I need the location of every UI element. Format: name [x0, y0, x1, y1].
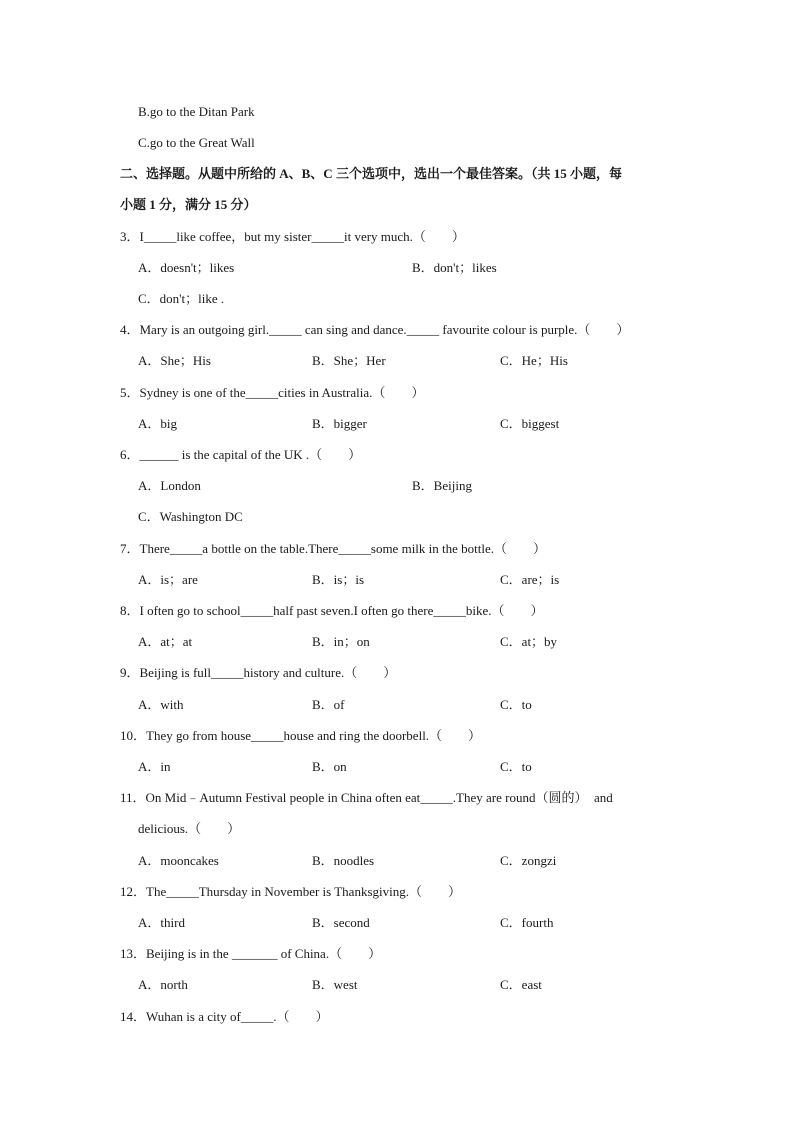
section-heading-line1: 二、选择题。从题中所给的 A、B、C 三个选项中，选出一个最佳答案。（共 15 小题，每: [120, 166, 622, 181]
option-c[interactable]: C．Washington DC: [138, 509, 243, 524]
question-stem: 12．The_____Thursday in November is Thanksgiving.（ ）: [120, 884, 461, 899]
question-stem: 9．Beijing is full_____history and culture.（ ）: [120, 665, 397, 680]
question-stem: 8．I often go to school_____half past seven.I often go there_____bike.（ ）: [120, 603, 544, 618]
question-stem: 7．There_____a bottle on the table.There_____some milk in the bottle.（ ）: [120, 541, 547, 556]
option-c[interactable]: C．at；by: [500, 634, 558, 649]
option-b[interactable]: B．Beijing: [412, 478, 472, 493]
question-stem: 3．I_____like coffee，but my sister_____it very much.（ ）: [120, 229, 465, 244]
option-b[interactable]: B．on: [312, 759, 347, 774]
option-c[interactable]: C．He；His: [500, 353, 568, 368]
option-a[interactable]: A．doesn't；likes: [138, 260, 235, 275]
option-b[interactable]: B．She；Her: [312, 353, 386, 368]
question-stem: 10．They go from house_____house and ring the doorbell.（ ）: [120, 728, 482, 743]
option-a[interactable]: A．big: [138, 416, 178, 431]
section-heading-line2: 小题 1 分，满分 15 分）: [120, 197, 257, 212]
question-stem-continued: delicious.（ ）: [138, 821, 241, 836]
option-a[interactable]: A．is；are: [138, 572, 198, 587]
question-stem: 11．On Mid﹣Autumn Festival people in China often eat_____.They are round（圆的） and: [120, 790, 613, 805]
option-c[interactable]: C．are；is: [500, 572, 560, 587]
option-a[interactable]: A．She；His: [138, 353, 211, 368]
question-stem: 6．______ is the capital of the UK .（ ）: [120, 447, 362, 462]
option-a[interactable]: A．with: [138, 697, 184, 712]
option-c[interactable]: C．don't；like .: [138, 291, 225, 306]
option-b[interactable]: B．noodles: [312, 853, 375, 868]
option-c[interactable]: C．fourth: [500, 915, 554, 930]
option-c[interactable]: C．to: [500, 759, 532, 774]
question-stem: 4．Mary is an outgoing girl._____ can sing and dance._____ favourite colour is purple.（ ）: [120, 322, 630, 337]
prev-option-b: B.go to the Ditan Park: [138, 104, 255, 119]
option-c[interactable]: C．to: [500, 697, 532, 712]
option-b[interactable]: B．is；is: [312, 572, 365, 587]
option-c[interactable]: C．east: [500, 977, 542, 992]
option-c[interactable]: C．zongzi: [500, 853, 557, 868]
option-a[interactable]: A．at；at: [138, 634, 193, 649]
question-stem: 14．Wuhan is a city of_____.（ ）: [120, 1009, 329, 1024]
option-b[interactable]: B．in；on: [312, 634, 370, 649]
option-a[interactable]: A．north: [138, 977, 188, 992]
option-b[interactable]: B．bigger: [312, 416, 367, 431]
option-b[interactable]: B．of: [312, 697, 345, 712]
question-stem: 5．Sydney is one of the_____cities in Australia.（ ）: [120, 385, 425, 400]
option-a[interactable]: A．mooncakes: [138, 853, 219, 868]
question-stem: 13．Beijing is in the _______ of China.（ ）: [120, 946, 382, 961]
option-b[interactable]: B．west: [312, 977, 358, 992]
option-c[interactable]: C．biggest: [500, 416, 560, 431]
option-a[interactable]: A．in: [138, 759, 171, 774]
option-a[interactable]: A．London: [138, 478, 201, 493]
prev-option-c: C.go to the Great Wall: [138, 135, 255, 150]
option-b[interactable]: B．second: [312, 915, 370, 930]
option-b[interactable]: B．don't；likes: [412, 260, 497, 275]
option-a[interactable]: A．third: [138, 915, 185, 930]
